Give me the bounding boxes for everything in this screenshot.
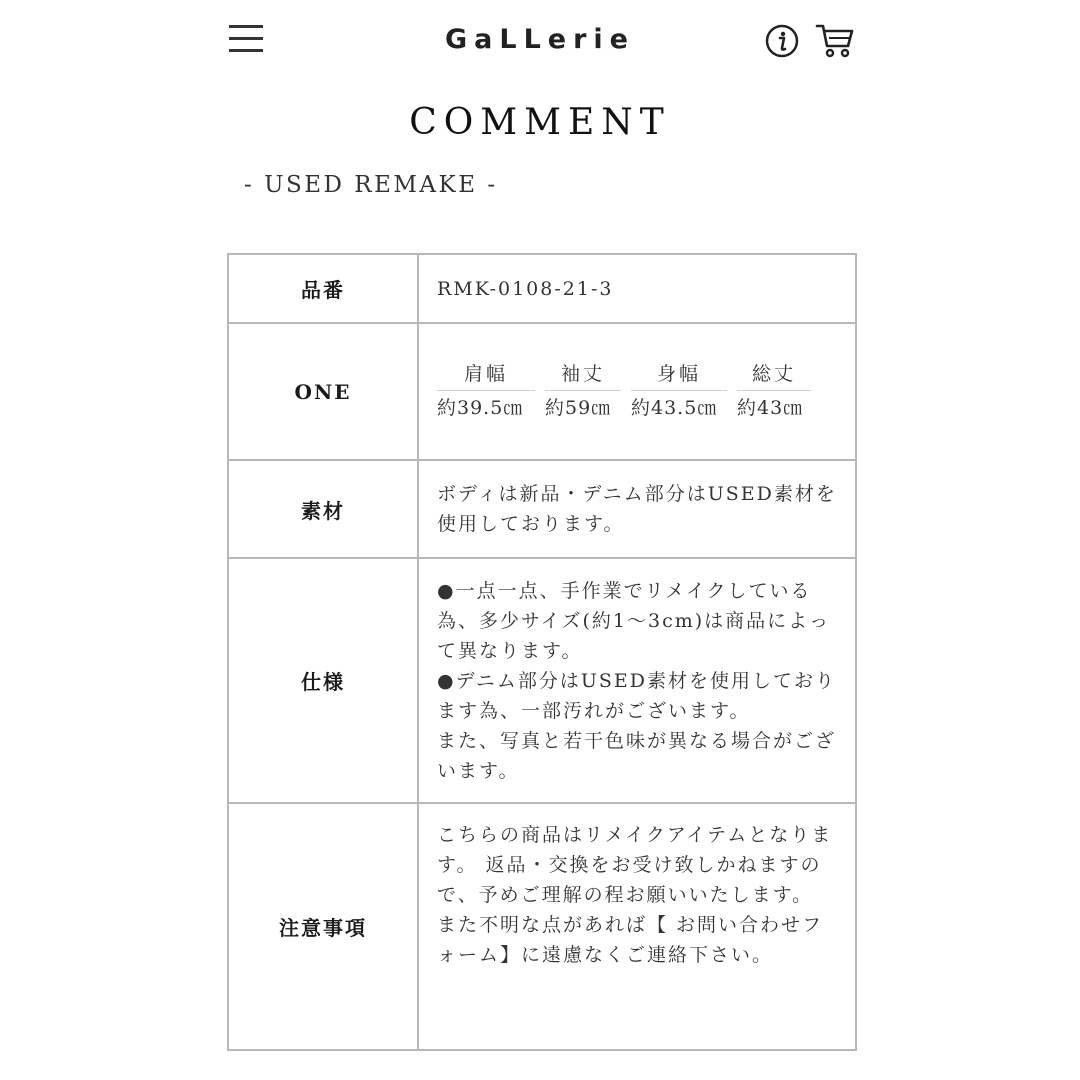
info-icon — [765, 24, 799, 58]
hamburger-menu-icon-line — [229, 49, 263, 52]
material-label: 素材 — [228, 460, 418, 558]
specification-line: ●デニム部分はUSED素材を使用しております為、一部汚れがございます。 — [437, 669, 836, 722]
size-header: 総丈 — [737, 360, 811, 391]
size-col-shoulder — [437, 360, 535, 423]
size-value: 約59㎝ — [545, 397, 612, 419]
size-grid — [437, 360, 841, 423]
specification-line: ●一点一点、手作業でリメイクしている為、多少サイズ(約1～3cm)は商品によって異なります。 — [437, 579, 831, 662]
notes-label: 注意事項 — [228, 803, 418, 1050]
brand-logo[interactable]: GaLLerie — [445, 24, 635, 55]
cart-button[interactable] — [815, 22, 855, 60]
table-row-product-number — [228, 254, 856, 323]
specification-value — [418, 558, 856, 803]
size-header: 袖丈 — [545, 360, 621, 391]
product-number-label: 品番 — [228, 254, 418, 323]
material-value — [418, 460, 856, 558]
notes-text: こちらの商品はリメイクアイテムとなります。 返品・交換をお受け致しかねますので、予めご理解の程お願いいたします。 また不明な点があれば【 お問い合わせフォーム】に遠慮なくご連絡下さい。 — [437, 824, 833, 966]
hamburger-menu-icon-line — [229, 37, 263, 40]
size-col-sleeve — [545, 360, 621, 423]
specification-label: 仕様 — [228, 558, 418, 803]
product-number-value: RMK-0108-21-3 — [418, 254, 856, 323]
table-row-material — [228, 460, 856, 558]
size-label: ONE — [228, 323, 418, 460]
page-title: COMMENT — [409, 102, 671, 143]
specification-line: また、写真と若干色味が異なる場合がございます。 — [437, 729, 837, 782]
shopping-cart-icon — [815, 22, 855, 60]
menu-button[interactable] — [229, 24, 263, 54]
table-row-notes — [228, 803, 856, 1050]
size-value: 約39.5㎝ — [437, 397, 524, 419]
size-header: 身幅 — [631, 360, 727, 391]
info-button[interactable] — [765, 24, 799, 58]
table-row-specification — [228, 558, 856, 803]
hamburger-menu-icon — [229, 25, 263, 28]
material-text: ボディは新品・デニム部分はUSED素材を使用しております。 — [437, 483, 837, 535]
spec-table — [227, 253, 857, 1051]
notes-value — [418, 803, 856, 1050]
size-value: 約43㎝ — [737, 397, 804, 419]
size-col-width — [631, 360, 727, 423]
size-value: 約43.5㎝ — [631, 397, 718, 419]
table-row-size — [228, 323, 856, 460]
size-header: 肩幅 — [437, 360, 535, 391]
size-cell — [418, 323, 856, 460]
page-subtitle: - USED REMAKE - — [244, 172, 498, 198]
size-col-length — [737, 360, 811, 423]
